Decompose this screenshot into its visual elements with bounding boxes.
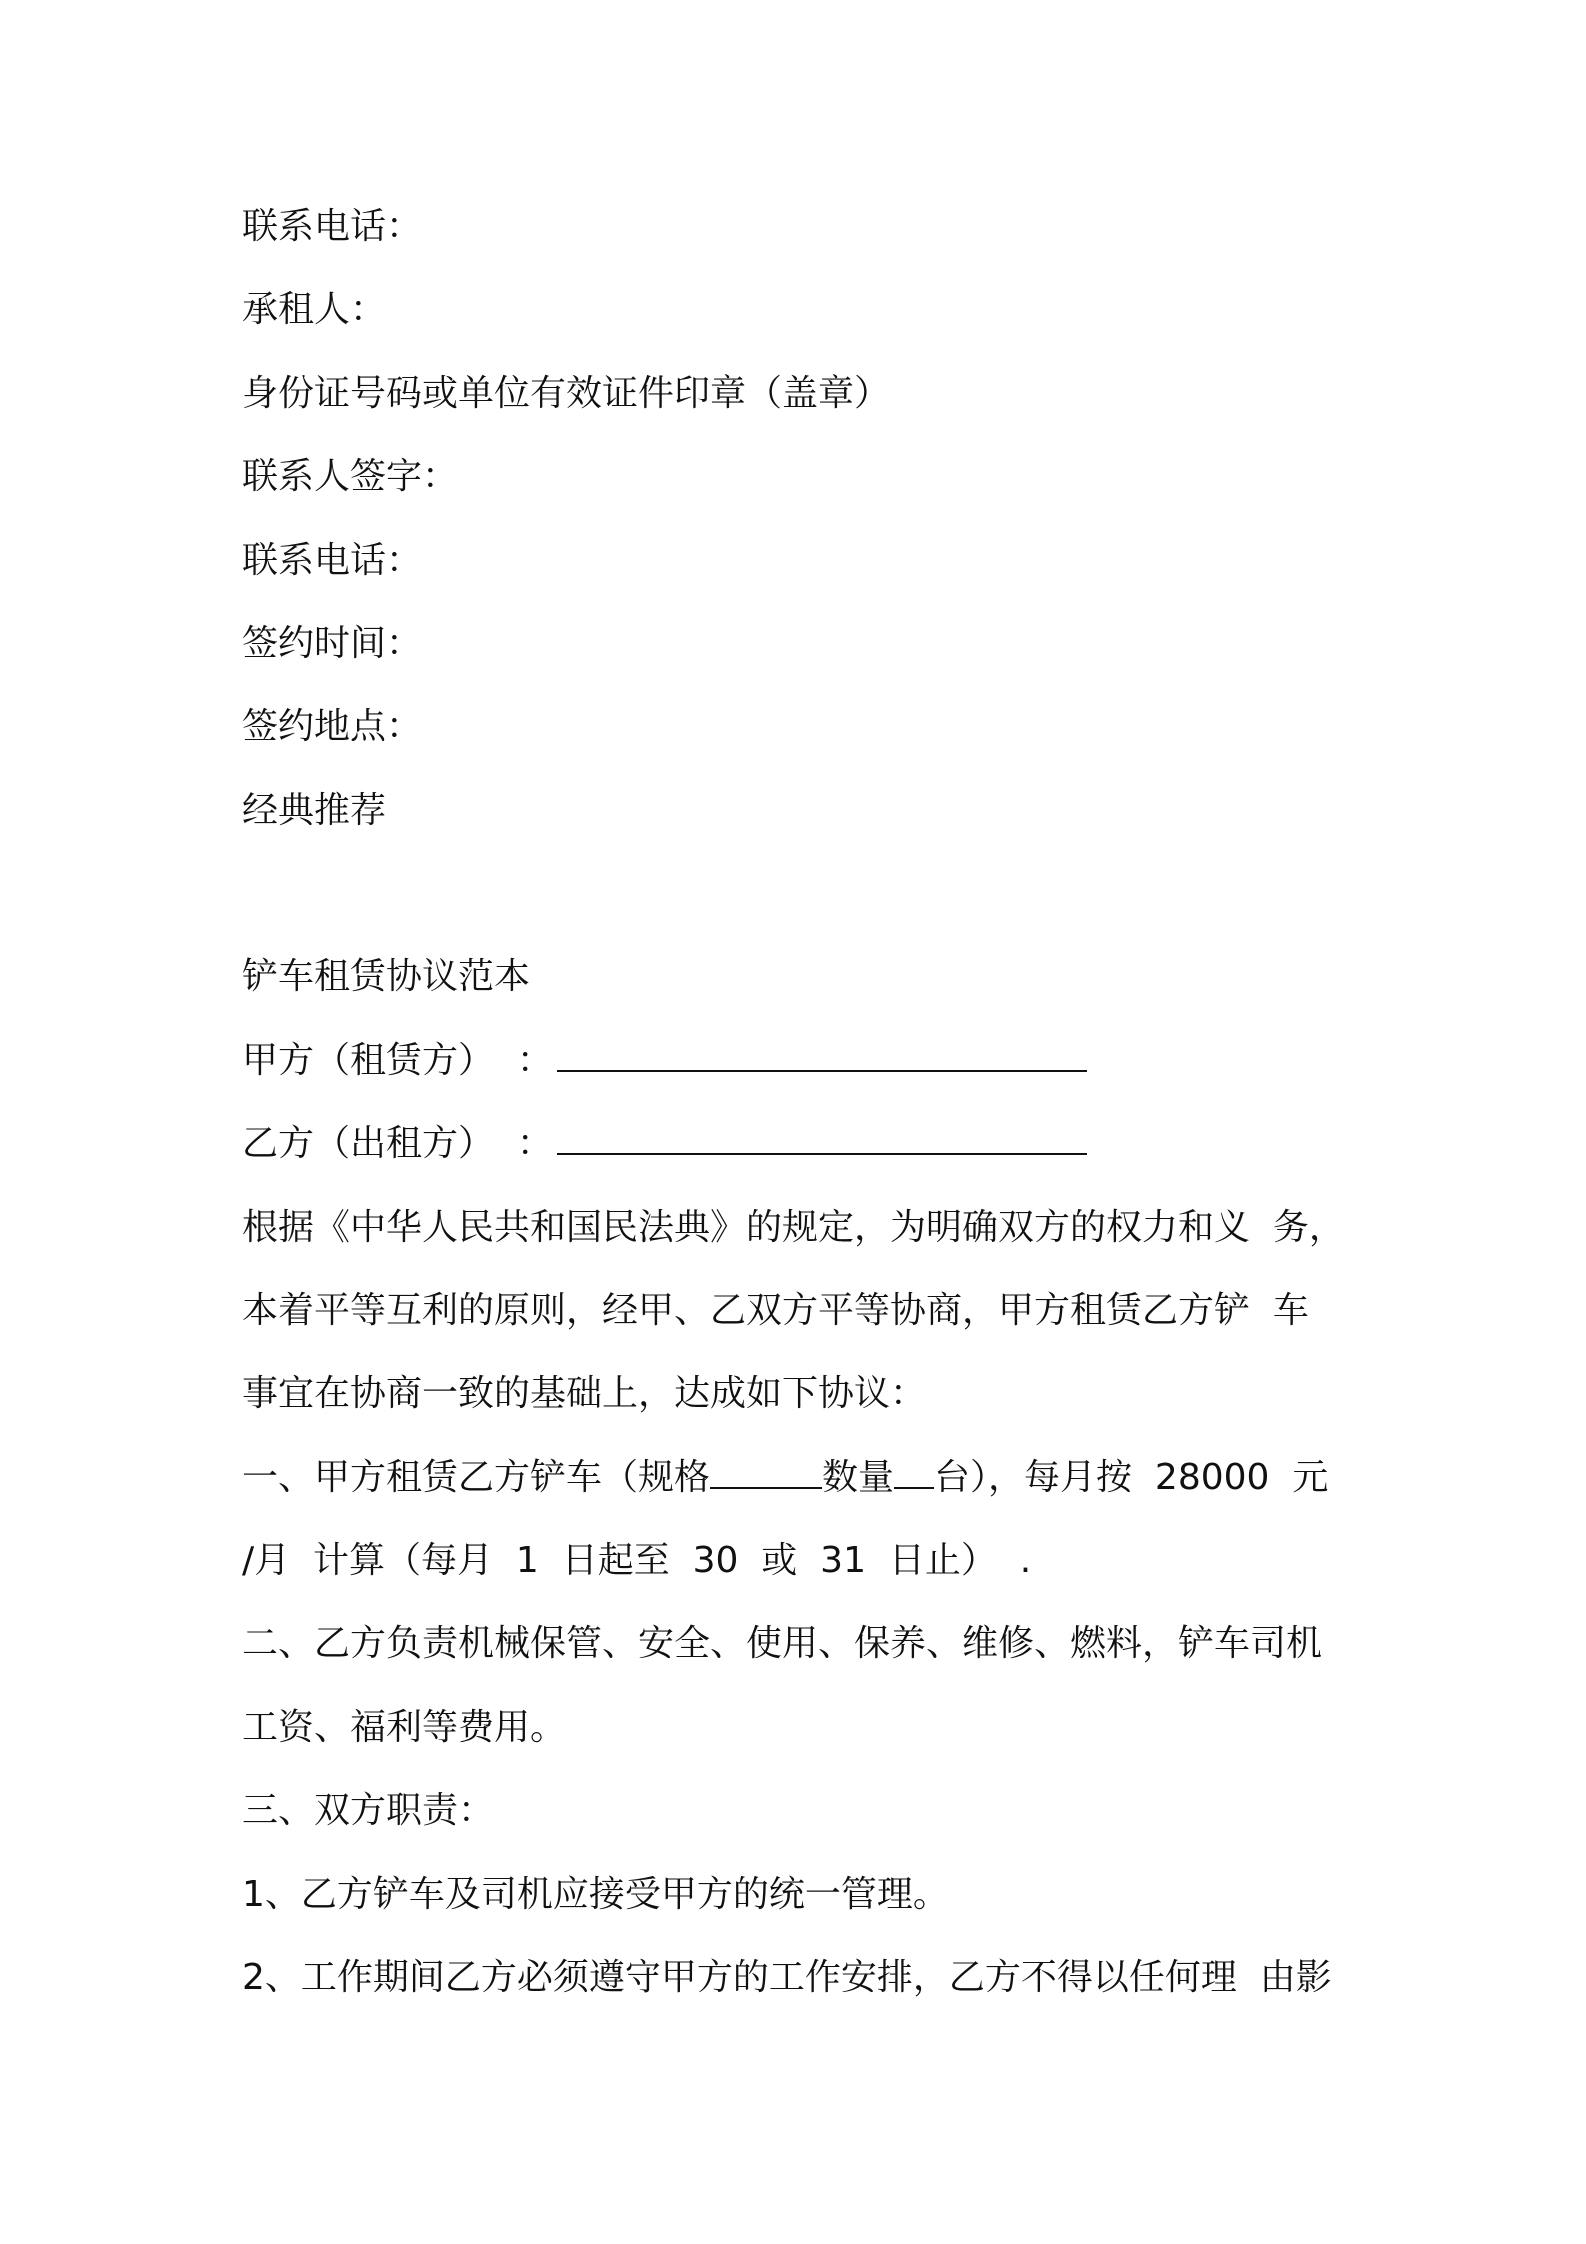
recommend-heading: 经典推荐 — [242, 790, 387, 831]
contact-phone-label-2: 联系电话： — [242, 540, 423, 581]
lessee-label: 承租人： — [242, 289, 387, 330]
clause-3-item-2: 2、工作期间乙方必须遵守甲方的工作安排，乙方不得以任何理 由影 — [242, 1957, 1332, 1998]
preamble-line-3: 事宜在协商一致的基础上，达成如下协议： — [242, 1373, 927, 1414]
sign-time-label: 签约时间： — [242, 623, 423, 664]
party-a-blank — [557, 1040, 1087, 1072]
agreement-title: 铲车租赁协议范本 — [242, 956, 531, 997]
party-b-blank — [557, 1123, 1087, 1155]
id-or-seal-label: 身份证号码或单位有效证件印章（盖章） — [242, 373, 891, 414]
clause-1-line-1 — [242, 1456, 1328, 1500]
clause-2-line-1: 二、乙方负责机械保管、安全、使用、保养、维修、燃料，铲车司机 — [242, 1623, 1323, 1664]
clause-3-heading: 三、双方职责： — [242, 1790, 495, 1831]
party-b-label: 乙方（出租方） ： — [242, 1123, 553, 1164]
preamble-line-2: 本着平等互利的原则，经甲、乙双方平等协商，甲方租赁乙方铲 车 — [242, 1290, 1309, 1331]
clause-1-part-b: 数量 — [822, 1457, 895, 1498]
clause-1-part-c: 台），每月按 28000 元 — [934, 1457, 1329, 1498]
spec-blank — [710, 1457, 822, 1489]
party-a-label: 甲方（租赁方） ： — [242, 1040, 553, 1081]
clause-1-line-2: /月 计算（每月 1 日起至 30 或 31 日止） . — [242, 1540, 1032, 1581]
party-b-line — [242, 1122, 1087, 1166]
clause-1-part-a: 一、甲方租赁乙方铲车（规格 — [242, 1457, 711, 1498]
quantity-blank — [894, 1457, 934, 1489]
preamble-line-1: 根据《中华人民共和国民法典》的规定，为明确双方的权力和义 务， — [242, 1207, 1345, 1248]
contact-phone-label: 联系电话： — [242, 206, 423, 247]
clause-2-line-2: 工资、福利等费用。 — [242, 1707, 567, 1748]
sign-place-label: 签约地点： — [242, 706, 423, 747]
contact-signature-label: 联系人签字： — [242, 456, 459, 497]
clause-3-item-1: 1、乙方铲车及司机应接受甲方的统一管理。 — [242, 1874, 949, 1915]
party-a-line — [242, 1039, 1087, 1083]
